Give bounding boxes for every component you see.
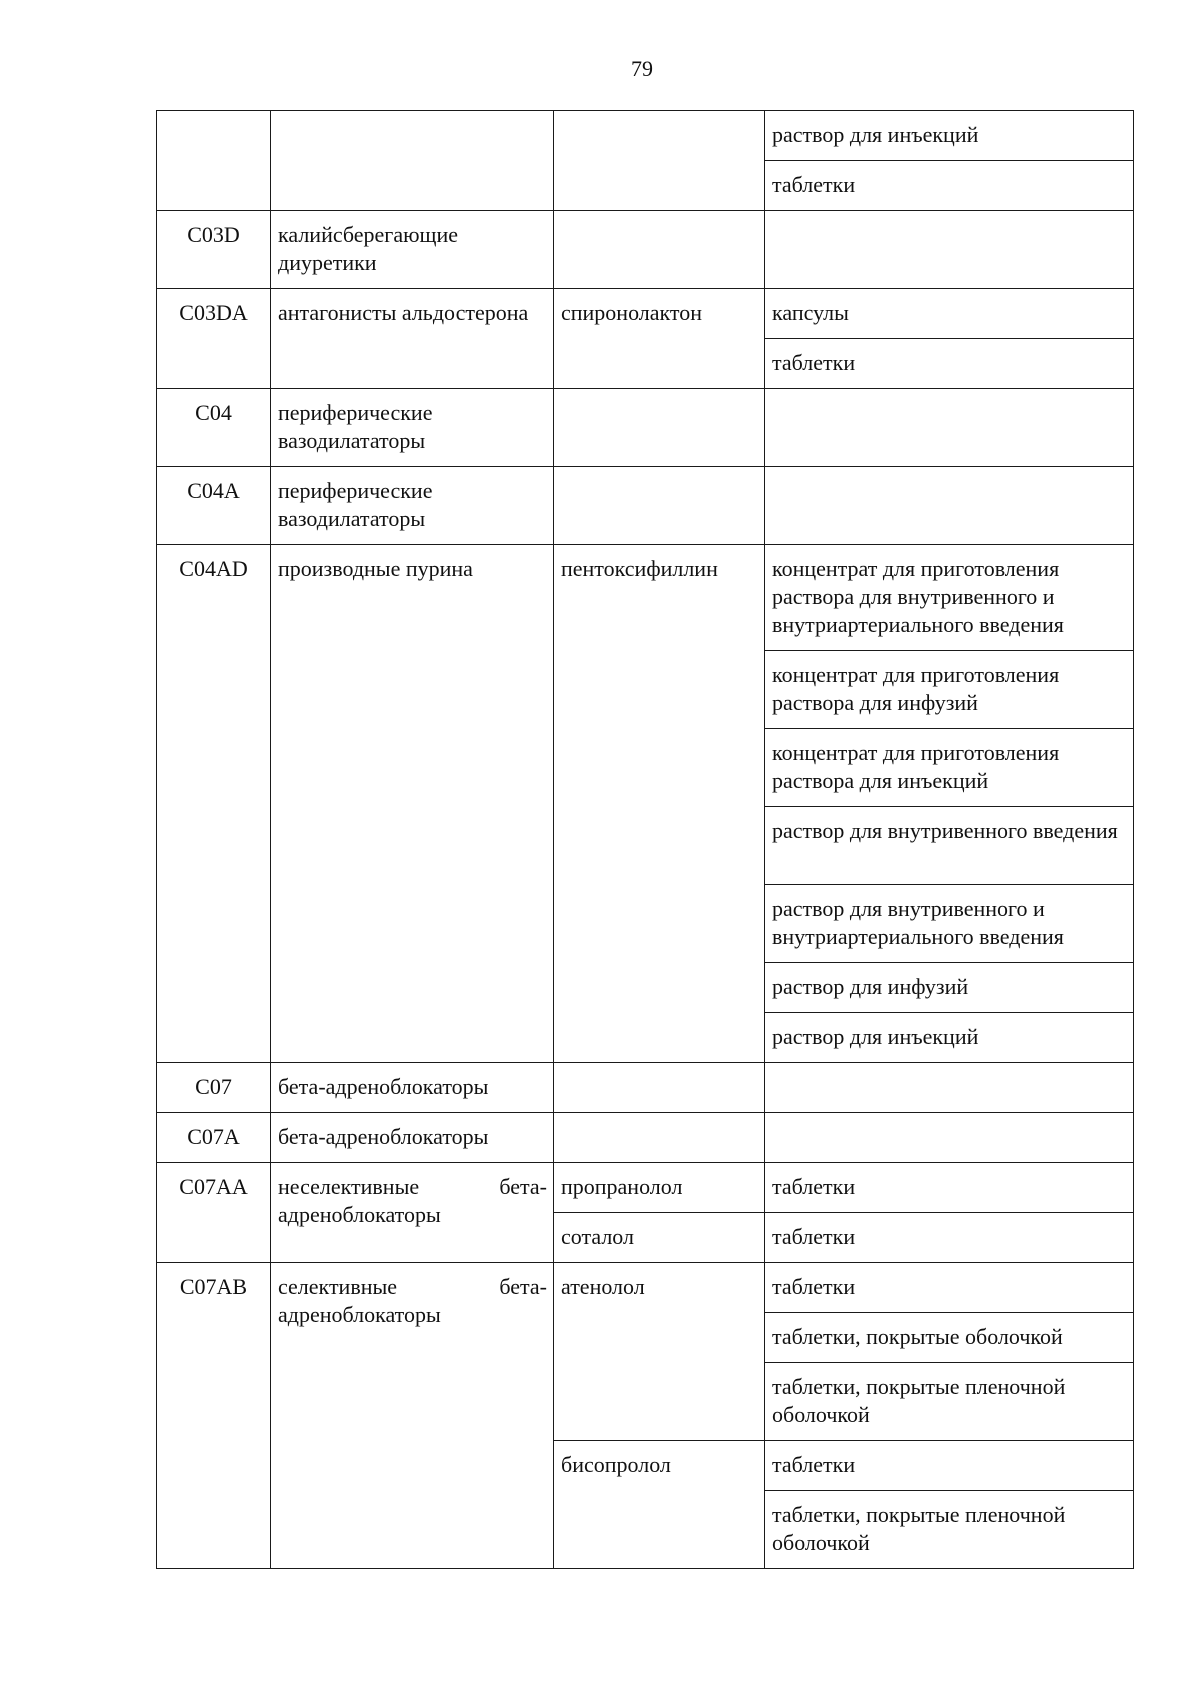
dosage-form-cell: таблетки — [765, 1163, 1134, 1213]
substance-cell: бисопролол — [554, 1441, 765, 1569]
dosage-form-cell: раствор для внутривенного и внутриартериального введения — [765, 885, 1134, 963]
table-row — [157, 111, 1134, 161]
anatomical-group-cell: производные пурина — [271, 545, 554, 1063]
medication-table — [156, 110, 1134, 1569]
anatomical-group-cell: периферические вазодилататоры — [271, 467, 554, 545]
dosage-form-cell: раствор для внутривенного введения — [765, 807, 1134, 885]
table-row — [157, 1163, 1134, 1213]
table-row — [157, 211, 1134, 289]
anatomical-group-cell: бета-адреноблокаторы — [271, 1113, 554, 1163]
substance-cell: атенолол — [554, 1263, 765, 1441]
substance-cell — [554, 111, 765, 211]
anatomical-group-cell: периферические вазодилататоры — [271, 389, 554, 467]
table-row — [157, 1113, 1134, 1163]
dosage-form-cell: таблетки, покрытые оболочкой — [765, 1313, 1134, 1363]
page-number: 79 — [631, 56, 653, 81]
anatomical-group-cell: селективные бета-адреноблокаторы — [271, 1263, 554, 1569]
atc-code-cell: C04AD — [157, 545, 271, 1063]
dosage-form-cell: таблетки — [765, 1441, 1134, 1491]
dosage-form-cell: раствор для инъекций — [765, 111, 1134, 161]
atc-code-cell: C07AA — [157, 1163, 271, 1263]
dosage-form-cell — [765, 467, 1134, 545]
table-row — [157, 545, 1134, 651]
atc-code-cell: C04 — [157, 389, 271, 467]
dosage-form-cell: раствор для инфузий — [765, 963, 1134, 1013]
table-row — [157, 289, 1134, 339]
medication-table-body — [157, 111, 1134, 1569]
atc-code-cell: C07 — [157, 1063, 271, 1113]
substance-cell: спиронолактон — [554, 289, 765, 389]
substance-cell — [554, 389, 765, 467]
anatomical-group-cell — [271, 111, 554, 211]
dosage-form-cell: таблетки — [765, 161, 1134, 211]
substance-cell: пентоксифиллин — [554, 545, 765, 1063]
substance-cell: пропранолол — [554, 1163, 765, 1213]
anatomical-group-cell: калийсберегающие диуретики — [271, 211, 554, 289]
substance-cell — [554, 467, 765, 545]
dosage-form-cell: таблетки — [765, 339, 1134, 389]
dosage-form-cell: концентрат для приготовления раствора для инъекций — [765, 729, 1134, 807]
atc-code-cell: C07A — [157, 1113, 271, 1163]
dosage-form-cell: таблетки, покрытые пленочной оболочкой — [765, 1491, 1134, 1569]
dosage-form-cell: раствор для инъекций — [765, 1013, 1134, 1063]
anatomical-group-cell: антагонисты альдостерона — [271, 289, 554, 389]
dosage-form-cell: концентрат для приготовления раствора для инфузий — [765, 651, 1134, 729]
dosage-form-cell — [765, 389, 1134, 467]
atc-code-cell: C03D — [157, 211, 271, 289]
dosage-form-cell — [765, 211, 1134, 289]
dosage-form-cell — [765, 1063, 1134, 1113]
substance-cell: соталол — [554, 1213, 765, 1263]
table-row — [157, 1063, 1134, 1113]
atc-code-cell: C03DA — [157, 289, 271, 389]
dosage-form-cell — [765, 1113, 1134, 1163]
substance-cell — [554, 1113, 765, 1163]
dosage-form-cell: капсулы — [765, 289, 1134, 339]
table-row — [157, 467, 1134, 545]
atc-code-cell — [157, 111, 271, 211]
atc-code-cell: C04A — [157, 467, 271, 545]
dosage-form-cell: таблетки — [765, 1263, 1134, 1313]
atc-code-cell: C07AB — [157, 1263, 271, 1569]
dosage-form-cell: таблетки — [765, 1213, 1134, 1263]
anatomical-group-cell: бета-адреноблокаторы — [271, 1063, 554, 1113]
anatomical-group-cell: неселективные бета-адреноблокаторы — [271, 1163, 554, 1263]
substance-cell — [554, 1063, 765, 1113]
dosage-form-cell: концентрат для приготовления раствора для внутривенного и внутриартериального введения — [765, 545, 1134, 651]
table-row — [157, 389, 1134, 467]
table-row — [157, 1263, 1134, 1313]
substance-cell — [554, 211, 765, 289]
dosage-form-cell: таблетки, покрытые пленочной оболочкой — [765, 1363, 1134, 1441]
